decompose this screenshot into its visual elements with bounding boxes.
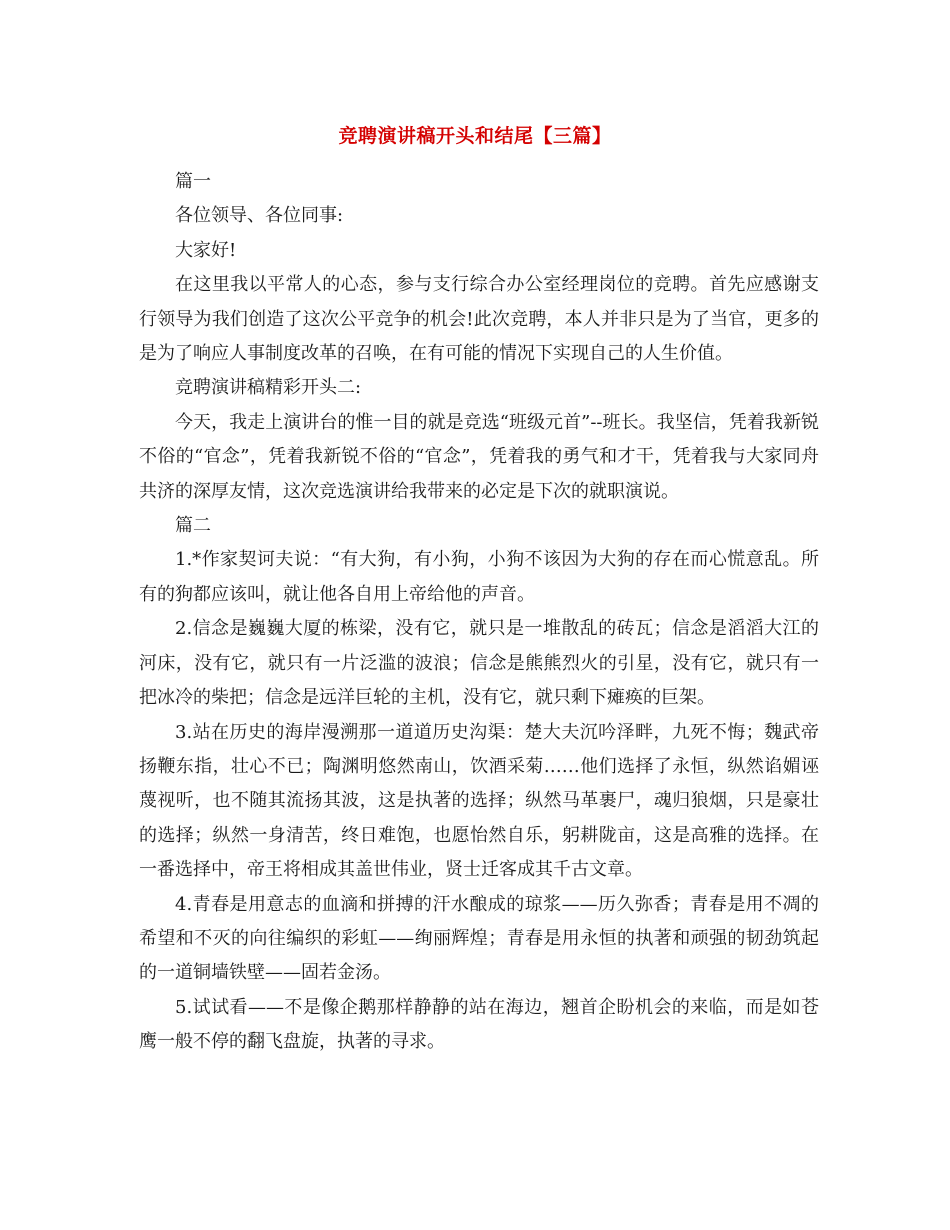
paragraph-class-monitor: 今天，我走上演讲台的惟一目的就是竞选“班级元首”--班长。我坚信，凭着我新锐不俗的“官念”，凭着我新锐不俗的“官念”，凭着我的勇气和才干，凭着我与大家同舟共济的深厚友情，这次竞选演讲给我带来的必定是下次的就职演说。	[139, 411, 819, 502]
item-4: 4.青春是用意志的血滴和拼搏的汗水酿成的琼浆——历久弥香；青春是用不凋的希望和不灭的向往编织的彩虹——绚丽辉煌；青春是用永恒的执著和顽强的韧劲筑起的一道铜墙铁壁——固若金汤。	[139, 893, 819, 984]
document-title: 竞聘演讲稿开头和结尾【三篇】	[338, 125, 612, 147]
item-5: 5.试试看——不是像企鹅那样静静的站在海边，翘首企盼机会的来临，而是如苍鹰一般不停的翻飞盘旋，执著的寻求。	[139, 996, 819, 1053]
greeting: 大家好!	[175, 239, 237, 261]
heading-part-two: 篇二	[175, 515, 211, 537]
item-2: 2.信念是巍巍大厦的栋梁，没有它，就只是一堆散乱的砖瓦；信念是滔滔大江的河床，没有它，就只有一片泛滥的波浪；信念是熊熊烈火的引星，没有它，就只有一把冰冷的柴把；信念是远洋巨轮的主机，没有它，就只剩下瘫痪的巨架。	[139, 618, 819, 709]
heading-part-one: 篇一	[175, 171, 211, 192]
document-body	[139, 165, 819, 1060]
item-1: 1.*作家契诃夫说：“有大狗，有小狗，小狗不该因为大狗的存在而心慌意乱。所有的狗都应该叫，就让他各自用上帝给他的声音。	[139, 549, 819, 605]
item-3: 3.站在历史的海岸漫溯那一道道历史沟渠：楚大夫沉吟泽畔，九死不悔；魏武帝扬鞭东指，壮心不已；陶渊明悠然南山，饮酒采菊……他们选择了永恒，纵然谄媚诬蔑视听，也不随其流扬其波，这是执著的选择；纵然马革裹尸，魂归狼烟，只是豪壮的选择；纵然一身清苦，终日难饱，也愿怡然自乐，躬耕陇亩，这是高雅的选择。在一番选择中，帝王将相成其盖世伟业，贤士迁客成其千古文章。	[139, 721, 819, 881]
subheading-opening-two: 竞聘演讲稿精彩开头二:	[175, 377, 362, 399]
salutation: 各位领导、各位同事:	[175, 205, 344, 227]
paragraph-intro: 在这里我以平常人的心态，参与支行综合办公室经理岗位的竞聘。首先应感谢支行领导为我们创造了这次公平竞争的机会!此次竞聘，本人并非只是为了当官，更多的是为了响应人事制度改革的召唤，在有可能的情况下实现自己的人生价值。	[139, 274, 819, 365]
